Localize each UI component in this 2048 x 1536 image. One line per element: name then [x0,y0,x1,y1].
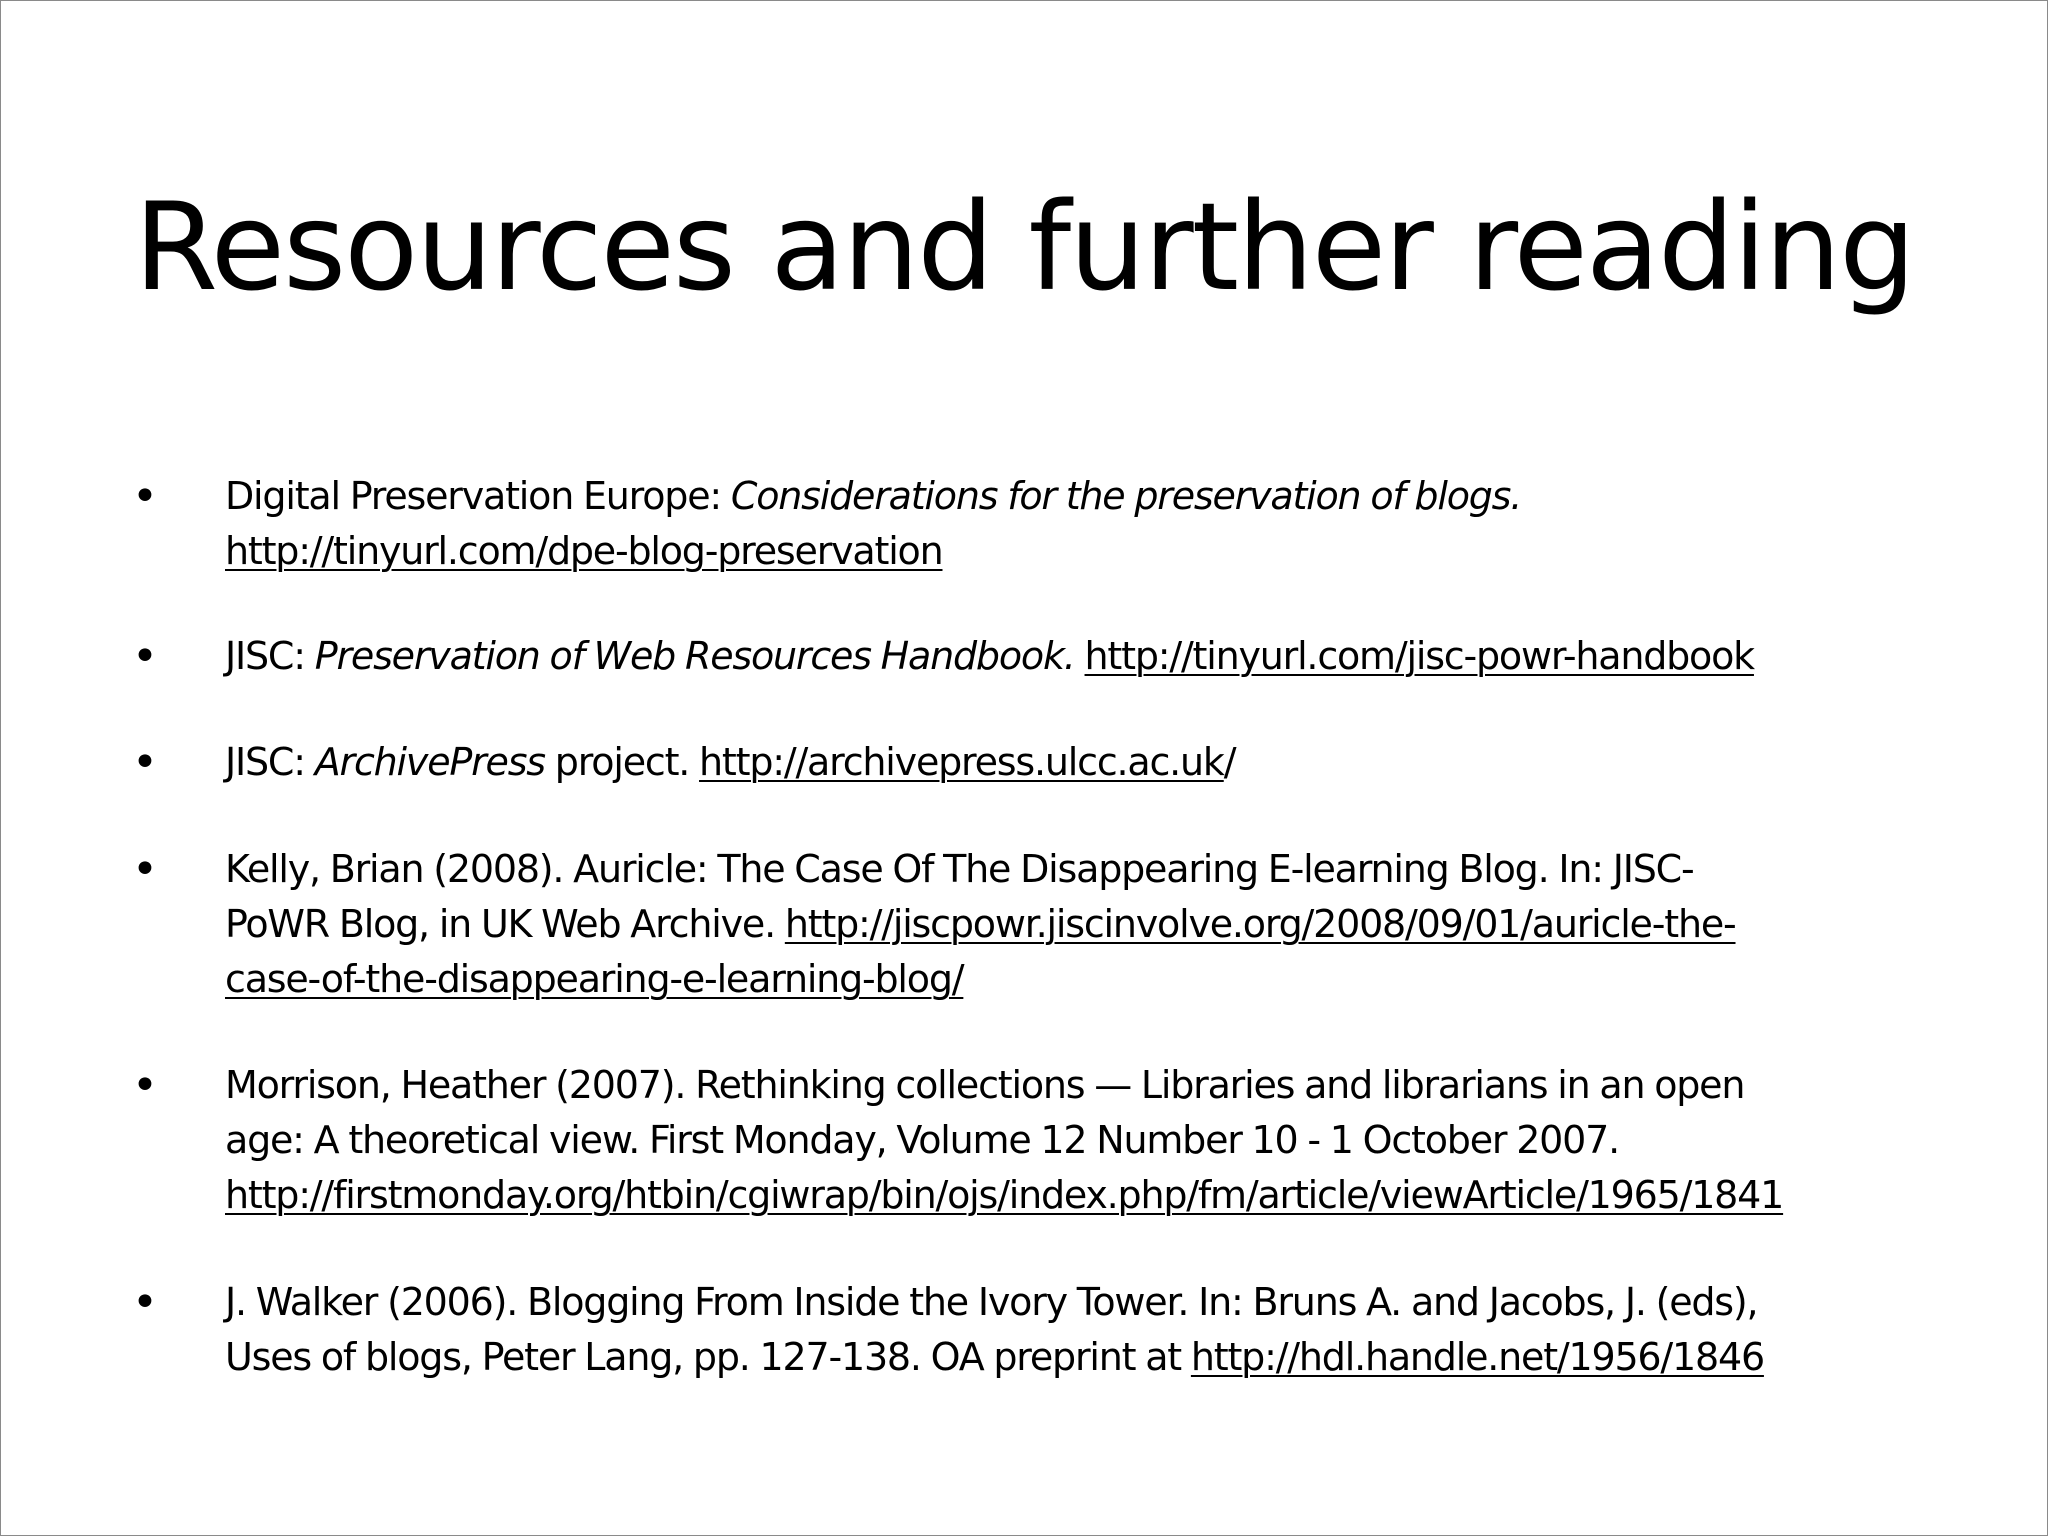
reference-source: JISC: [225,634,315,678]
reference-link[interactable]: http://hdl.handle.net/1956/1846 [1190,1335,1764,1379]
reference-line [225,1330,1955,1385]
reference-link[interactable]: http://tinyurl.com/dpe-blog-preservation [225,529,943,573]
reference-text [225,469,1955,579]
reference-trail: / [1223,740,1236,784]
reference-line [225,735,1955,790]
reference-link-continued[interactable]: case-of-the-disappearing-e-learning-blog/ [225,957,964,1001]
reference-title: Preservation of Web Resources Handbook. [314,634,1075,678]
reference-line: Kelly, Brian (2008). Auricle: The Case Of The Disappearing E-learning Blog. In: JISC- [225,847,1694,891]
slide-title: Resources and further reading [134,177,1914,318]
reference-text [225,629,1955,684]
reference-line [225,952,1955,1007]
reference-link[interactable]: http://jiscpowr.jiscinvolve.org/2008/09/01/auricle-the- [784,902,1736,946]
reference-source: Digital Preservation Europe: [225,474,731,518]
bullet-icon: • [132,631,158,682]
bullet-icon: • [132,844,158,895]
bullet-icon: • [132,471,158,522]
reference-line: J. Walker (2006). Blogging From Inside the Ivory Tower. In: Bruns A. and Jacobs, J. (eds), [225,1280,1758,1324]
reference-line: age: A theoretical view. First Monday, Volume 12 Number 10 - 1 October 2007. [225,1118,1619,1162]
reference-link[interactable]: http://tinyurl.com/jisc-powr-handbook [1084,634,1754,678]
reference-link[interactable]: http://archivepress.ulcc.ac.uk [699,740,1224,784]
reference-line [225,897,1955,952]
bullet-icon: • [132,1277,158,1328]
reference-text [225,842,1955,1007]
reference-line [225,1168,1955,1223]
reference-text [225,1058,1955,1223]
reference-line [225,629,1955,684]
reference-source: Uses of blogs, Peter Lang, pp. 127-138. OA preprint at [225,1335,1191,1379]
reference-line: Morrison, Heather (2007). Rethinking collections — Libraries and librarians in an open [225,1063,1745,1107]
bullet-icon: • [132,1060,158,1111]
reference-source: PoWR Blog, in UK Web Archive. [225,902,785,946]
reference-middle: project. [544,740,700,784]
reference-text [225,735,1955,790]
reference-title: ArchivePress [314,740,545,784]
bullet-icon: • [132,737,158,788]
reference-title: Considerations for the preservation of blogs. [730,474,1522,518]
reference-line [225,524,1955,579]
reference-line [225,469,1955,524]
reference-text [225,1275,1955,1385]
reference-source: JISC: [225,740,315,784]
reference-link[interactable]: http://firstmonday.org/htbin/cgiwrap/bin/ojs/index.php/fm/article/viewArticle/1965/1841 [225,1173,1784,1217]
